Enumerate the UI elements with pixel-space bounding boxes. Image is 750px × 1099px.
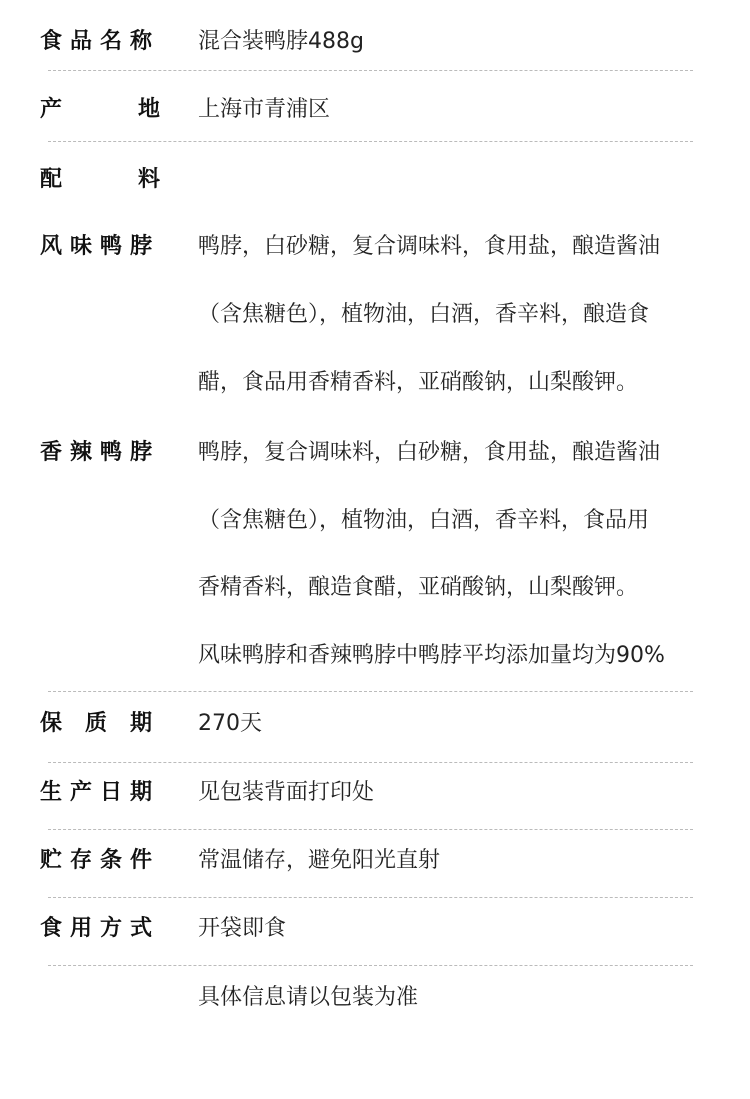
value-usage: 开袋即食 [198,916,287,941]
value-origin: 上海市青浦区 [198,97,331,122]
divider [48,70,693,71]
flavor-neck-line-2: （含焦糖色），植物油，白酒，香辛料，酿造食 [198,302,650,327]
label-ingredients-char-1: 配 [40,167,63,192]
label-flavor-neck: 风味鸭脖 [40,234,161,259]
label-spicy-neck: 香辣鸭脖 [40,440,161,465]
flavor-neck-line-3: 醋，食品用香精香料，亚硝酸钠，山梨酸钾。 [198,370,639,395]
label-origin [40,95,160,125]
divider [48,762,693,763]
ingredient-ratio-note: 风味鸭脖和香辣鸭脖中鸭脖平均添加量均为90% [198,643,665,668]
value-food-name: 混合装鸭脖488g [198,29,364,54]
flavor-neck-line-1: 鸭脖，白砂糖，复合调味料，食用盐，酿造酱油 [198,234,661,259]
spicy-neck-line-1: 鸭脖，复合调味料，白砂糖，食用盐，酿造酱油 [198,440,661,465]
label-origin-char-2: 地 [137,97,160,122]
value-shelf-life: 270天 [198,711,262,736]
label-origin-char-1: 产 [40,97,63,122]
spicy-neck-line-2: （含焦糖色），植物油，白酒，香辛料，食品用 [198,508,650,533]
divider [48,829,693,830]
value-storage: 常温储存，避免阳光直射 [198,848,441,873]
label-usage: 食用方式 [40,916,161,941]
value-production-date: 见包装背面打印处 [198,780,375,805]
divider [48,897,693,898]
spicy-neck-line-3: 香精香料，酿造食醋，亚硝酸钠，山梨酸钾。 [198,575,639,600]
label-ingredients-char-2: 料 [137,167,160,192]
label-shelf-life [40,709,176,739]
divider [48,965,693,966]
label-shelf-life-text: 保质期 [40,711,176,736]
label-storage: 贮存条件 [40,848,161,873]
divider [48,691,693,692]
footer-note: 具体信息请以包装为准 [198,985,419,1010]
divider [48,141,693,142]
label-food-name: 食品名称 [40,29,161,54]
label-production-date: 生产日期 [40,780,161,805]
label-ingredients [40,165,160,195]
